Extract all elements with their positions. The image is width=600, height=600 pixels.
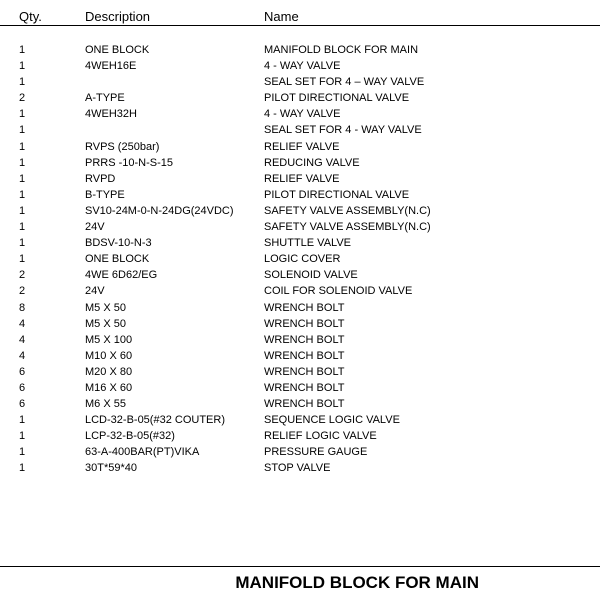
row-name: PILOT DIRECTIONAL VALVE — [264, 92, 410, 105]
row-qty: 1 — [19, 156, 26, 169]
row-qty: 4 — [19, 317, 26, 330]
row-name: PILOT DIRECTIONAL VALVE — [264, 188, 410, 201]
row-description: 4WEH16E — [85, 60, 137, 73]
table-row — [0, 58, 600, 74]
row-qty: 8 — [19, 301, 26, 314]
parts-list — [0, 42, 600, 477]
row-name: SEQUENCE LOGIC VALVE — [264, 414, 400, 427]
row-name: REDUCING VALVE — [264, 156, 360, 169]
row-qty: 1 — [19, 124, 26, 137]
row-description: 30T*59*40 — [85, 462, 137, 475]
row-description: SV10-24M-0-N-24DG(24VDC) — [85, 204, 234, 217]
table-row — [0, 267, 600, 283]
row-qty: 1 — [19, 188, 26, 201]
row-description: M16 X 60 — [85, 381, 133, 394]
row-qty: 2 — [19, 285, 26, 298]
row-name: WRENCH BOLT — [264, 349, 345, 362]
row-qty: 2 — [19, 269, 26, 282]
row-description: B-TYPE — [85, 188, 125, 201]
row-name: WRENCH BOLT — [264, 381, 345, 394]
row-qty: 6 — [19, 381, 26, 394]
row-description: M5 X 100 — [85, 333, 133, 346]
table-row — [0, 106, 600, 122]
row-description: ONE BLOCK — [85, 44, 150, 56]
row-name: RELIEF LOGIC VALVE — [264, 430, 377, 443]
table-row — [0, 412, 600, 428]
row-name: COIL FOR SOLENOID VALVE — [264, 285, 413, 298]
row-name: WRENCH BOLT — [264, 301, 345, 314]
table-row — [0, 396, 600, 412]
row-name: SEAL SET FOR 4 – WAY VALVE — [264, 76, 425, 89]
table-row — [0, 203, 600, 219]
row-qty: 4 — [19, 349, 26, 362]
row-description: A-TYPE — [85, 92, 125, 105]
header-name: Name — [264, 9, 299, 24]
row-qty: 1 — [19, 221, 26, 234]
row-qty: 1 — [19, 172, 26, 185]
row-qty: 1 — [19, 237, 26, 250]
table-row — [0, 42, 600, 58]
row-description: M5 X 50 — [85, 301, 126, 314]
row-qty: 2 — [19, 92, 26, 105]
row-description: PRRS -10-N-S-15 — [85, 156, 174, 169]
table-row — [0, 444, 600, 460]
row-qty: 1 — [19, 60, 26, 73]
row-qty: 1 — [19, 204, 26, 217]
row-name: MANIFOLD BLOCK FOR MAIN — [264, 44, 419, 56]
table-row — [0, 219, 600, 235]
row-name: 4 - WAY VALVE — [264, 60, 341, 73]
row-qty: 1 — [19, 44, 26, 56]
row-name: WRENCH BOLT — [264, 398, 345, 411]
row-qty: 6 — [19, 398, 26, 411]
row-description: M5 X 50 — [85, 317, 126, 330]
row-description: BDSV-10-N-3 — [85, 237, 152, 250]
table-row — [0, 316, 600, 332]
row-name: SHUTTLE VALVE — [264, 237, 352, 250]
table-row — [0, 235, 600, 251]
table-row — [0, 122, 600, 138]
table-row — [0, 155, 600, 171]
row-description: 24V — [85, 285, 105, 298]
row-description: 4WE 6D62/EG — [85, 269, 158, 282]
row-description: LCD-32-B-05(#32 COUTER) — [85, 414, 225, 427]
row-description: 24V — [85, 221, 105, 234]
table-row — [0, 348, 600, 364]
table-row — [0, 187, 600, 203]
header-divider — [0, 25, 600, 26]
table-row — [0, 380, 600, 396]
table-row — [0, 300, 600, 316]
table-row — [0, 460, 600, 476]
header-qty: Qty. — [19, 9, 42, 24]
row-name: STOP VALVE — [264, 462, 331, 475]
row-qty: 1 — [19, 140, 26, 153]
row-name: WRENCH BOLT — [264, 365, 345, 378]
row-name: RELIEF VALVE — [264, 172, 340, 185]
table-row — [0, 171, 600, 187]
row-description: ONE BLOCK — [85, 253, 150, 266]
footer-title: MANIFOLD BLOCK FOR MAIN — [235, 573, 479, 592]
table-row — [0, 428, 600, 444]
row-description: 63-A-400BAR(PT)VIKA — [85, 446, 200, 459]
row-description: M6 X 55 — [85, 398, 126, 411]
table-row — [0, 90, 600, 106]
row-name: 4 - WAY VALVE — [264, 108, 341, 121]
row-name: LOGIC COVER — [264, 253, 341, 266]
row-qty: 1 — [19, 430, 26, 443]
row-qty: 1 — [19, 446, 26, 459]
table-row — [0, 139, 600, 155]
row-description: RVPS (250bar) — [85, 140, 160, 153]
row-description: LCP-32-B-05(#32) — [85, 430, 175, 443]
row-name: SAFETY VALVE ASSEMBLY(N.C) — [264, 221, 431, 234]
table-row — [0, 283, 600, 299]
row-qty: 6 — [19, 365, 26, 378]
row-qty: 1 — [19, 76, 26, 89]
row-name: RELIEF VALVE — [264, 140, 340, 153]
row-qty: 4 — [19, 333, 26, 346]
header-description: Description — [85, 9, 151, 24]
footer-divider — [0, 566, 600, 567]
row-name: WRENCH BOLT — [264, 317, 345, 330]
row-description: M10 X 60 — [85, 349, 133, 362]
row-name: WRENCH BOLT — [264, 333, 345, 346]
row-qty: 1 — [19, 253, 26, 266]
table-row — [0, 332, 600, 348]
row-name: SOLENOID VALVE — [264, 269, 358, 282]
row-description: M20 X 80 — [85, 365, 133, 378]
row-name: SAFETY VALVE ASSEMBLY(N.C) — [264, 204, 431, 217]
table-row — [0, 364, 600, 380]
table-row — [0, 74, 600, 90]
table-row — [0, 251, 600, 267]
row-qty: 1 — [19, 108, 26, 121]
row-name: PRESSURE GAUGE — [264, 446, 368, 459]
row-name: SEAL SET FOR 4 - WAY VALVE — [264, 124, 422, 137]
row-description: 4WEH32H — [85, 108, 137, 121]
row-qty: 1 — [19, 462, 26, 475]
row-qty: 1 — [19, 414, 26, 427]
row-description: RVPD — [85, 172, 116, 185]
